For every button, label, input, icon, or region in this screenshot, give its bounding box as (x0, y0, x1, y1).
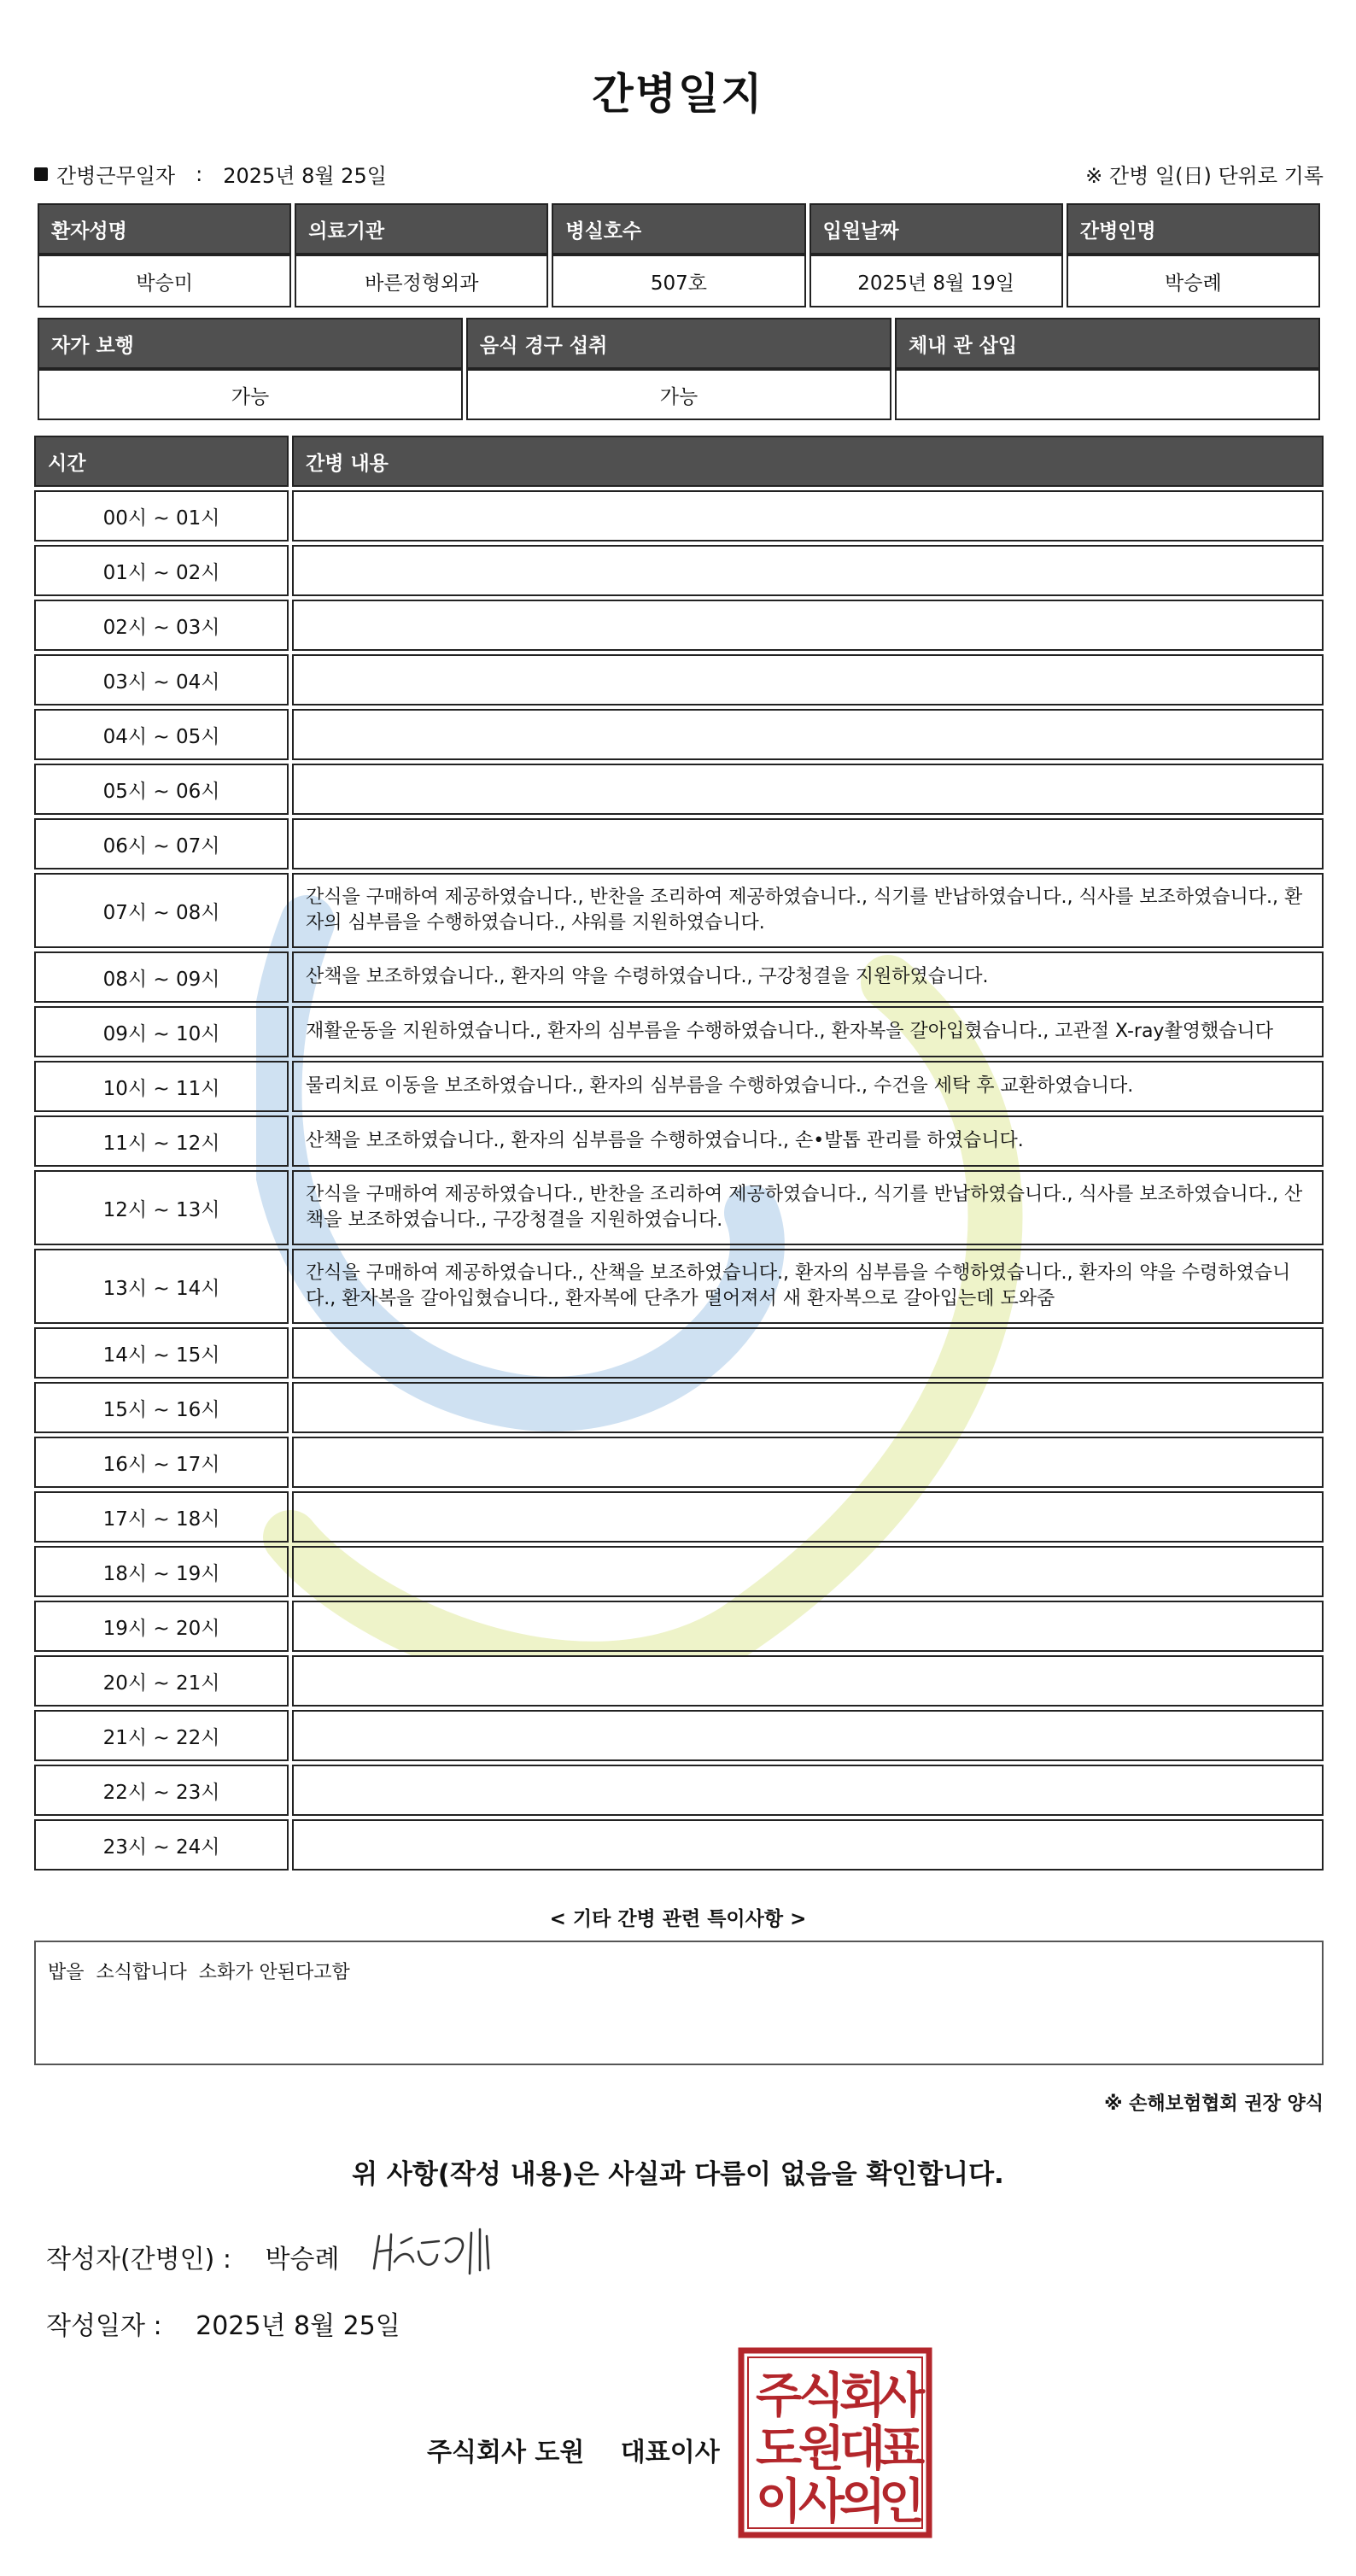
time-slot: 06시 ~ 07시 (34, 818, 289, 869)
header-tube-insertion: 체내 관 삽입 (895, 318, 1320, 369)
company-line (427, 2431, 720, 2468)
seal-char: 의 (839, 2474, 886, 2530)
care-content (292, 1819, 1324, 1871)
self-walking-value: 가능 (38, 369, 463, 420)
time-slot: 04시 ~ 05시 (34, 709, 289, 760)
table-row (34, 1819, 1324, 1871)
table-row (34, 951, 1324, 1003)
time-slot: 03시 ~ 04시 (34, 654, 289, 705)
seal-char: 주 (755, 2368, 803, 2424)
care-log-rows (34, 490, 1324, 1871)
room-number: 507호 (552, 255, 805, 307)
seal-char: 대 (839, 2421, 886, 2477)
time-slot: 15시 ~ 16시 (34, 1382, 289, 1433)
care-content (292, 1437, 1324, 1488)
caregiver-name: 박승례 (1067, 255, 1320, 307)
seal-char: 이 (755, 2474, 803, 2530)
care-content (292, 764, 1324, 815)
etc-notes-box (34, 1941, 1324, 2065)
writer-name: 박승례 (265, 2245, 340, 2274)
time-slot: 16시 ~ 17시 (34, 1437, 289, 1488)
seal-char: 식 (798, 2368, 845, 2424)
association-note: ※ 손해보험협회 권장 양식 (1104, 2093, 1324, 2115)
table-row (34, 818, 1324, 869)
header-caregiver: 간병인명 (1067, 203, 1320, 255)
table-row (34, 545, 1324, 596)
company-name: 주식회사 도원 (427, 2438, 585, 2468)
company-seal (738, 2347, 932, 2538)
time-slot: 14시 ~ 15시 (34, 1327, 289, 1379)
table-row (34, 1170, 1324, 1245)
write-date-line (46, 2304, 400, 2342)
time-slot: 20시 ~ 21시 (34, 1655, 289, 1707)
etc-title: < 기타 간병 관련 특이사항 > (549, 1908, 807, 1930)
care-content (292, 1491, 1324, 1543)
patient-name: 박승미 (38, 255, 291, 307)
header-oral-intake: 음식 경구 섭취 (466, 318, 891, 369)
care-content: 간식을 구매하여 제공하였습니다., 반찬을 조리하여 제공하였습니다., 식기를 반납하였습니다., 식사를 보조하였습니다., 산책을 보조하였습니다., 구강청결을 지원하였습니다. (292, 1170, 1324, 1245)
care-content (292, 1765, 1324, 1816)
time-slot: 18시 ~ 19시 (34, 1546, 289, 1597)
care-content (292, 1710, 1324, 1761)
bullet-square-icon (34, 167, 48, 181)
admission-date: 2025년 8월 19일 (810, 255, 1063, 307)
work-date-separator: : (196, 161, 203, 186)
seal-char: 도 (755, 2421, 803, 2477)
care-content (292, 1546, 1324, 1597)
time-slot: 08시 ~ 09시 (34, 951, 289, 1003)
care-content (292, 490, 1324, 542)
table-row (34, 1437, 1324, 1488)
write-date-label: 작성일자 : (46, 2311, 162, 2341)
writer-label: 작성자(간병인) : (46, 2245, 231, 2274)
tube-insertion-value (895, 369, 1320, 420)
care-content: 간식을 구매하여 제공하였습니다., 반찬을 조리하여 제공하였습니다., 식기를 반납하였습니다., 식사를 보조하였습니다., 환자의 심부름을 수행하였습니다., 샤워를 지원하였습니다. (292, 873, 1324, 948)
time-slot: 11시 ~ 12시 (34, 1115, 289, 1167)
time-slot: 07시 ~ 08시 (34, 873, 289, 948)
time-slot: 05시 ~ 06시 (34, 764, 289, 815)
header-patient-name: 환자성명 (38, 203, 291, 255)
table-row (34, 1006, 1324, 1057)
unit-note: ※ 간병 일(日) 단위로 기록 (1085, 164, 1324, 188)
seal-char: 인 (878, 2474, 926, 2530)
care-content (292, 600, 1324, 651)
confirmation-text: 위 사항(작성 내용)은 사실과 다름이 없음을 확인합니다. (352, 2159, 1004, 2190)
time-slot: 19시 ~ 20시 (34, 1601, 289, 1652)
table-row (34, 1061, 1324, 1112)
patient-status-table (34, 318, 1324, 420)
care-content (292, 709, 1324, 760)
care-content (292, 545, 1324, 596)
table-row (34, 1115, 1324, 1167)
time-slot: 09시 ~ 10시 (34, 1006, 289, 1057)
work-date (34, 159, 387, 189)
hospital-name: 바른정형외과 (295, 255, 548, 307)
care-content (292, 1327, 1324, 1379)
header-self-walking: 자가 보행 (38, 318, 463, 369)
care-content: 간식을 구매하여 제공하였습니다., 산책을 보조하였습니다., 환자의 심부름을 수행하였습니다., 환자의 약을 수령하였습니다., 환자복을 갈아입혔습니다., 환자복에 단추가 떨어져서 새 환자복으로 갈아입는데 도와줌 (292, 1249, 1324, 1324)
work-date-value: 2025년 8월 25일 (223, 164, 387, 188)
seal-char: 표 (878, 2421, 926, 2477)
care-content (292, 1601, 1324, 1652)
seal-char: 원 (798, 2421, 845, 2477)
time-slot: 10시 ~ 11시 (34, 1061, 289, 1112)
table-row (34, 1327, 1324, 1379)
care-content: 산책을 보조하였습니다., 환자의 심부름을 수행하였습니다., 손•발톱 관리를 하였습니다. (292, 1115, 1324, 1167)
header-room: 병실호수 (552, 203, 805, 255)
time-slot: 12시 ~ 13시 (34, 1170, 289, 1245)
care-content (292, 1655, 1324, 1707)
etc-notes-text: 밥을 소식합니다 소화가 안된다고함 (48, 1962, 350, 1983)
time-slot: 17시 ~ 18시 (34, 1491, 289, 1543)
care-content (292, 818, 1324, 869)
care-content: 물리치료 이동을 보조하였습니다., 환자의 심부름을 수행하였습니다., 수건을 세탁 후 교환하였습니다. (292, 1061, 1324, 1112)
table-row (34, 1382, 1324, 1433)
header-care-content: 간병 내용 (292, 436, 1324, 487)
work-date-label: 간병근무일자 (56, 164, 176, 188)
time-slot: 23시 ~ 24시 (34, 1819, 289, 1871)
care-content: 산책을 보조하였습니다., 환자의 약을 수령하였습니다., 구강청결을 지원하였습니다. (292, 951, 1324, 1003)
header-time: 시간 (34, 436, 289, 487)
writer-line (46, 2238, 339, 2275)
care-content (292, 1382, 1324, 1433)
company-rep: 대표이사 (620, 2438, 720, 2468)
header-admission-date: 입원날짜 (810, 203, 1063, 255)
time-slot: 00시 ~ 01시 (34, 490, 289, 542)
patient-info-table (34, 203, 1324, 307)
table-row (34, 1249, 1324, 1324)
time-slot: 13시 ~ 14시 (34, 1249, 289, 1324)
seal-char: 사 (878, 2368, 926, 2424)
seal-char: 사 (798, 2474, 845, 2530)
time-slot: 02시 ~ 03시 (34, 600, 289, 651)
care-content (292, 654, 1324, 705)
header-hospital: 의료기관 (295, 203, 548, 255)
table-row (34, 709, 1324, 760)
oral-intake-value: 가능 (466, 369, 891, 420)
time-slot: 21시 ~ 22시 (34, 1710, 289, 1761)
table-row (34, 1710, 1324, 1761)
time-slot: 22시 ~ 23시 (34, 1765, 289, 1816)
table-row (34, 1491, 1324, 1543)
table-row (34, 600, 1324, 651)
table-row (34, 764, 1324, 815)
page-title: 간병일지 (592, 69, 764, 119)
table-row (34, 1546, 1324, 1597)
table-row (34, 873, 1324, 948)
table-row (34, 1765, 1324, 1816)
table-row (34, 654, 1324, 705)
seal-char: 회 (839, 2368, 886, 2424)
table-row (34, 1655, 1324, 1707)
time-slot: 01시 ~ 02시 (34, 545, 289, 596)
handwritten-signature (367, 2217, 504, 2286)
care-log-table (34, 432, 1324, 1874)
table-row (34, 1601, 1324, 1652)
care-content: 재활운동을 지원하였습니다., 환자의 심부름을 수행하였습니다., 환자복을 갈아입혔습니다., 고관절 X-ray촬영했습니다 (292, 1006, 1324, 1057)
table-row (34, 490, 1324, 542)
write-date-value: 2025년 8월 25일 (196, 2311, 400, 2341)
